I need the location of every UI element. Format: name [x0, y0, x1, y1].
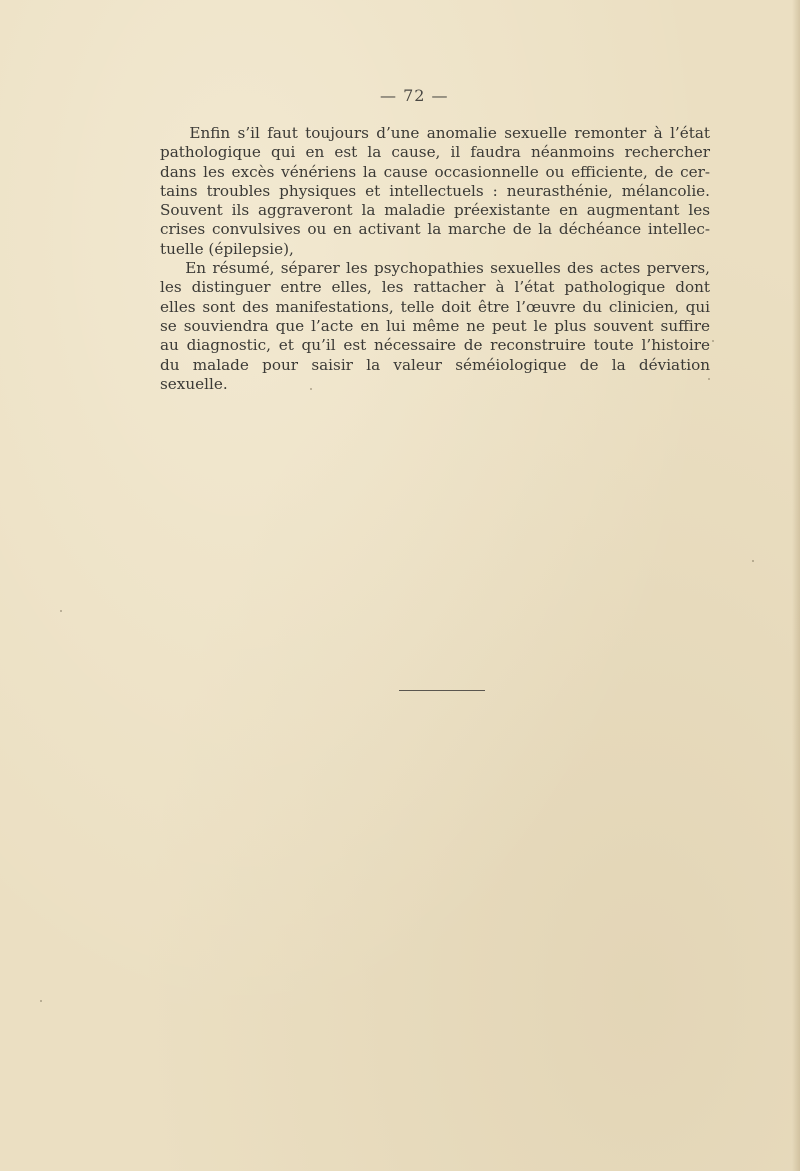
text-line: En résumé, séparer les psychopathies sexuelles des actes pervers, — [160, 259, 710, 278]
text-line: se souviendra que l’acte en lui même ne peut le plus souvent suffire — [160, 316, 710, 335]
text-line: tains troubles physiques et intellectuels : neurasthénie, mélancolie. — [160, 181, 710, 200]
paragraph-2 — [160, 259, 710, 394]
paper-speck — [708, 378, 710, 380]
paper-speck — [752, 560, 754, 562]
text-line: elles sont des manifestations, telle doit être l’œuvre du clinicien, qui — [160, 297, 710, 316]
paper-speck — [40, 1000, 42, 1002]
text-line: au diagnostic, et qu’il est nécessaire de reconstruire toute l’histoire — [160, 336, 710, 355]
text-line: sexuelle. — [160, 374, 228, 393]
paper-speck — [60, 610, 62, 612]
page-number: — 72 — — [380, 86, 449, 105]
section-divider-rule — [399, 690, 485, 691]
text-line: du malade pour saisir la valeur séméiologique de la déviation — [160, 355, 710, 374]
paper-speck — [712, 340, 714, 342]
text-line: pathologique qui en est la cause, il faudra néanmoins rechercher — [160, 143, 710, 162]
paper-speck — [310, 388, 312, 390]
text-line: les distinguer entre elles, les rattacher à l’état pathologique dont — [160, 278, 710, 297]
text-line: crises convulsives ou en activant la marche de la déchéance intellec- — [160, 220, 710, 239]
text-line: Souvent ils aggraveront la maladie préexistante en augmentant les — [160, 201, 710, 220]
text-line: tuelle (épilepsie), — [160, 239, 294, 258]
page-edge-shadow — [792, 0, 800, 1171]
paragraph-1 — [160, 124, 710, 259]
body-text — [160, 124, 710, 394]
text-line: dans les excès vénériens la cause occasionnelle ou efficiente, de cer- — [160, 162, 710, 181]
text-line: Enfin s’il faut toujours d’une anomalie sexuelle remonter à l’état — [160, 124, 710, 142]
